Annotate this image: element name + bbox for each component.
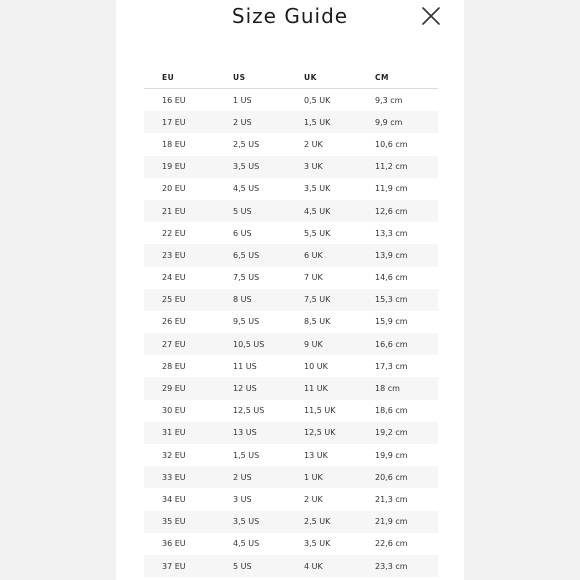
cm-cell: 14,6 cm <box>375 273 408 283</box>
cm-cell: 15,9 cm <box>375 317 408 327</box>
uk-cell: 7 UK <box>304 273 323 283</box>
column-header-eu: EU <box>144 66 215 89</box>
cm-cell: 9,9 cm <box>357 111 438 133</box>
uk-cell: 13 UK <box>304 450 328 460</box>
size-guide-modal <box>116 0 464 580</box>
us-cell: 2,5 US <box>233 139 260 149</box>
cm-cell: 9,3 cm <box>375 95 403 105</box>
eu-cell: 26 EU <box>162 317 186 327</box>
column-header-cm: CM <box>357 66 438 89</box>
table-row <box>144 533 438 555</box>
cm-cell: 11,2 cm <box>357 156 438 178</box>
table-row <box>144 333 438 355</box>
cm-cell: 19,9 cm <box>375 450 408 460</box>
us-cell: 8 US <box>215 289 286 311</box>
cm-cell: 16,6 cm <box>357 333 438 355</box>
table-row <box>144 466 438 488</box>
us-cell: 4,5 US <box>233 184 260 194</box>
us-cell: 3,5 US <box>215 511 286 533</box>
cm-cell: 13,9 cm <box>357 244 438 266</box>
eu-cell: 18 EU <box>162 139 186 149</box>
us-cell: 6,5 US <box>215 244 286 266</box>
table-row <box>144 488 438 510</box>
eu-cell: 31 EU <box>144 422 215 444</box>
close-icon-graphic <box>420 5 442 27</box>
eu-cell: 32 EU <box>162 450 186 460</box>
uk-cell: 3 UK <box>286 156 357 178</box>
uk-cell: 1,5 UK <box>286 111 357 133</box>
eu-cell: 36 EU <box>162 539 186 549</box>
uk-cell: 5,5 UK <box>304 228 331 238</box>
table-row <box>144 244 438 266</box>
uk-cell: 2,5 UK <box>286 511 357 533</box>
us-cell: 5 US <box>215 200 286 222</box>
us-cell: 3 US <box>233 494 252 504</box>
eu-cell: 17 EU <box>144 111 215 133</box>
cm-cell: 11,9 cm <box>375 184 408 194</box>
uk-cell: 11 UK <box>286 377 357 399</box>
table-row <box>144 311 438 333</box>
us-cell: 11 US <box>233 361 257 371</box>
table-row <box>144 89 438 112</box>
us-cell: 10,5 US <box>215 333 286 355</box>
uk-cell: 3,5 UK <box>304 184 331 194</box>
us-cell: 6 US <box>233 228 252 238</box>
uk-cell: 10 UK <box>304 361 328 371</box>
eu-cell: 23 EU <box>144 244 215 266</box>
table-row <box>144 178 438 200</box>
us-cell: 2 US <box>215 111 286 133</box>
table-row <box>144 355 438 377</box>
table-row <box>144 289 438 311</box>
cm-cell: 19,2 cm <box>357 422 438 444</box>
eu-cell: 24 EU <box>162 273 186 283</box>
eu-cell: 20 EU <box>162 184 186 194</box>
cm-cell: 17,3 cm <box>375 361 408 371</box>
eu-cell: 30 EU <box>162 406 186 416</box>
us-cell: 7,5 US <box>233 273 260 283</box>
uk-cell: 2 UK <box>304 494 323 504</box>
eu-cell: 22 EU <box>162 228 186 238</box>
eu-cell: 16 EU <box>162 95 186 105</box>
table-row <box>144 422 438 444</box>
table-row <box>144 111 438 133</box>
uk-cell: 4 UK <box>286 555 357 577</box>
cm-cell: 18 cm <box>357 377 438 399</box>
cm-cell: 22,6 cm <box>375 539 408 549</box>
table-row <box>144 400 438 422</box>
eu-cell: 34 EU <box>162 494 186 504</box>
cm-cell: 13,3 cm <box>375 228 408 238</box>
uk-cell: 11,5 UK <box>304 406 336 416</box>
column-header-uk: UK <box>286 66 357 89</box>
uk-cell: 0,5 UK <box>304 95 331 105</box>
eu-cell: 29 EU <box>144 377 215 399</box>
cm-cell: 20,6 cm <box>357 466 438 488</box>
table-row <box>144 555 438 577</box>
eu-cell: 25 EU <box>144 289 215 311</box>
us-cell: 3,5 US <box>215 156 286 178</box>
cm-cell: 10,6 cm <box>375 139 408 149</box>
cm-cell: 15,3 cm <box>357 289 438 311</box>
us-cell: 5 US <box>215 555 286 577</box>
eu-cell: 28 EU <box>162 361 186 371</box>
us-cell: 13 US <box>215 422 286 444</box>
close-icon[interactable] <box>420 5 442 27</box>
cm-cell: 21,3 cm <box>375 494 408 504</box>
table-header-row <box>144 66 438 89</box>
cm-cell: 21,9 cm <box>357 511 438 533</box>
us-cell: 12 US <box>215 377 286 399</box>
eu-cell: 27 EU <box>144 333 215 355</box>
uk-cell: 7,5 UK <box>286 289 357 311</box>
table-row <box>144 267 438 289</box>
column-header-us: US <box>215 66 286 89</box>
us-cell: 1,5 US <box>233 450 260 460</box>
eu-cell: 33 EU <box>144 466 215 488</box>
modal-title: Size Guide <box>231 4 349 28</box>
uk-cell: 8,5 UK <box>304 317 331 327</box>
table-row <box>144 511 438 533</box>
eu-cell: 37 EU <box>144 555 215 577</box>
us-cell: 1 US <box>233 95 252 105</box>
size-table <box>144 66 438 577</box>
uk-cell: 2 UK <box>304 139 323 149</box>
us-cell: 12,5 US <box>233 406 265 416</box>
table-row <box>144 377 438 399</box>
table-row <box>144 222 438 244</box>
us-cell: 4,5 US <box>233 539 260 549</box>
uk-cell: 4,5 UK <box>286 200 357 222</box>
eu-cell: 35 EU <box>144 511 215 533</box>
uk-cell: 3,5 UK <box>304 539 331 549</box>
us-cell: 9,5 US <box>233 317 260 327</box>
table-row <box>144 444 438 466</box>
table-row <box>144 200 438 222</box>
eu-cell: 19 EU <box>144 156 215 178</box>
uk-cell: 6 UK <box>286 244 357 266</box>
eu-cell: 21 EU <box>144 200 215 222</box>
cm-cell: 23,3 cm <box>357 555 438 577</box>
cm-cell: 18,6 cm <box>375 406 408 416</box>
uk-cell: 1 UK <box>286 466 357 488</box>
table-row <box>144 133 438 155</box>
uk-cell: 9 UK <box>286 333 357 355</box>
uk-cell: 12,5 UK <box>286 422 357 444</box>
cm-cell: 12,6 cm <box>357 200 438 222</box>
us-cell: 2 US <box>215 466 286 488</box>
table-row <box>144 156 438 178</box>
